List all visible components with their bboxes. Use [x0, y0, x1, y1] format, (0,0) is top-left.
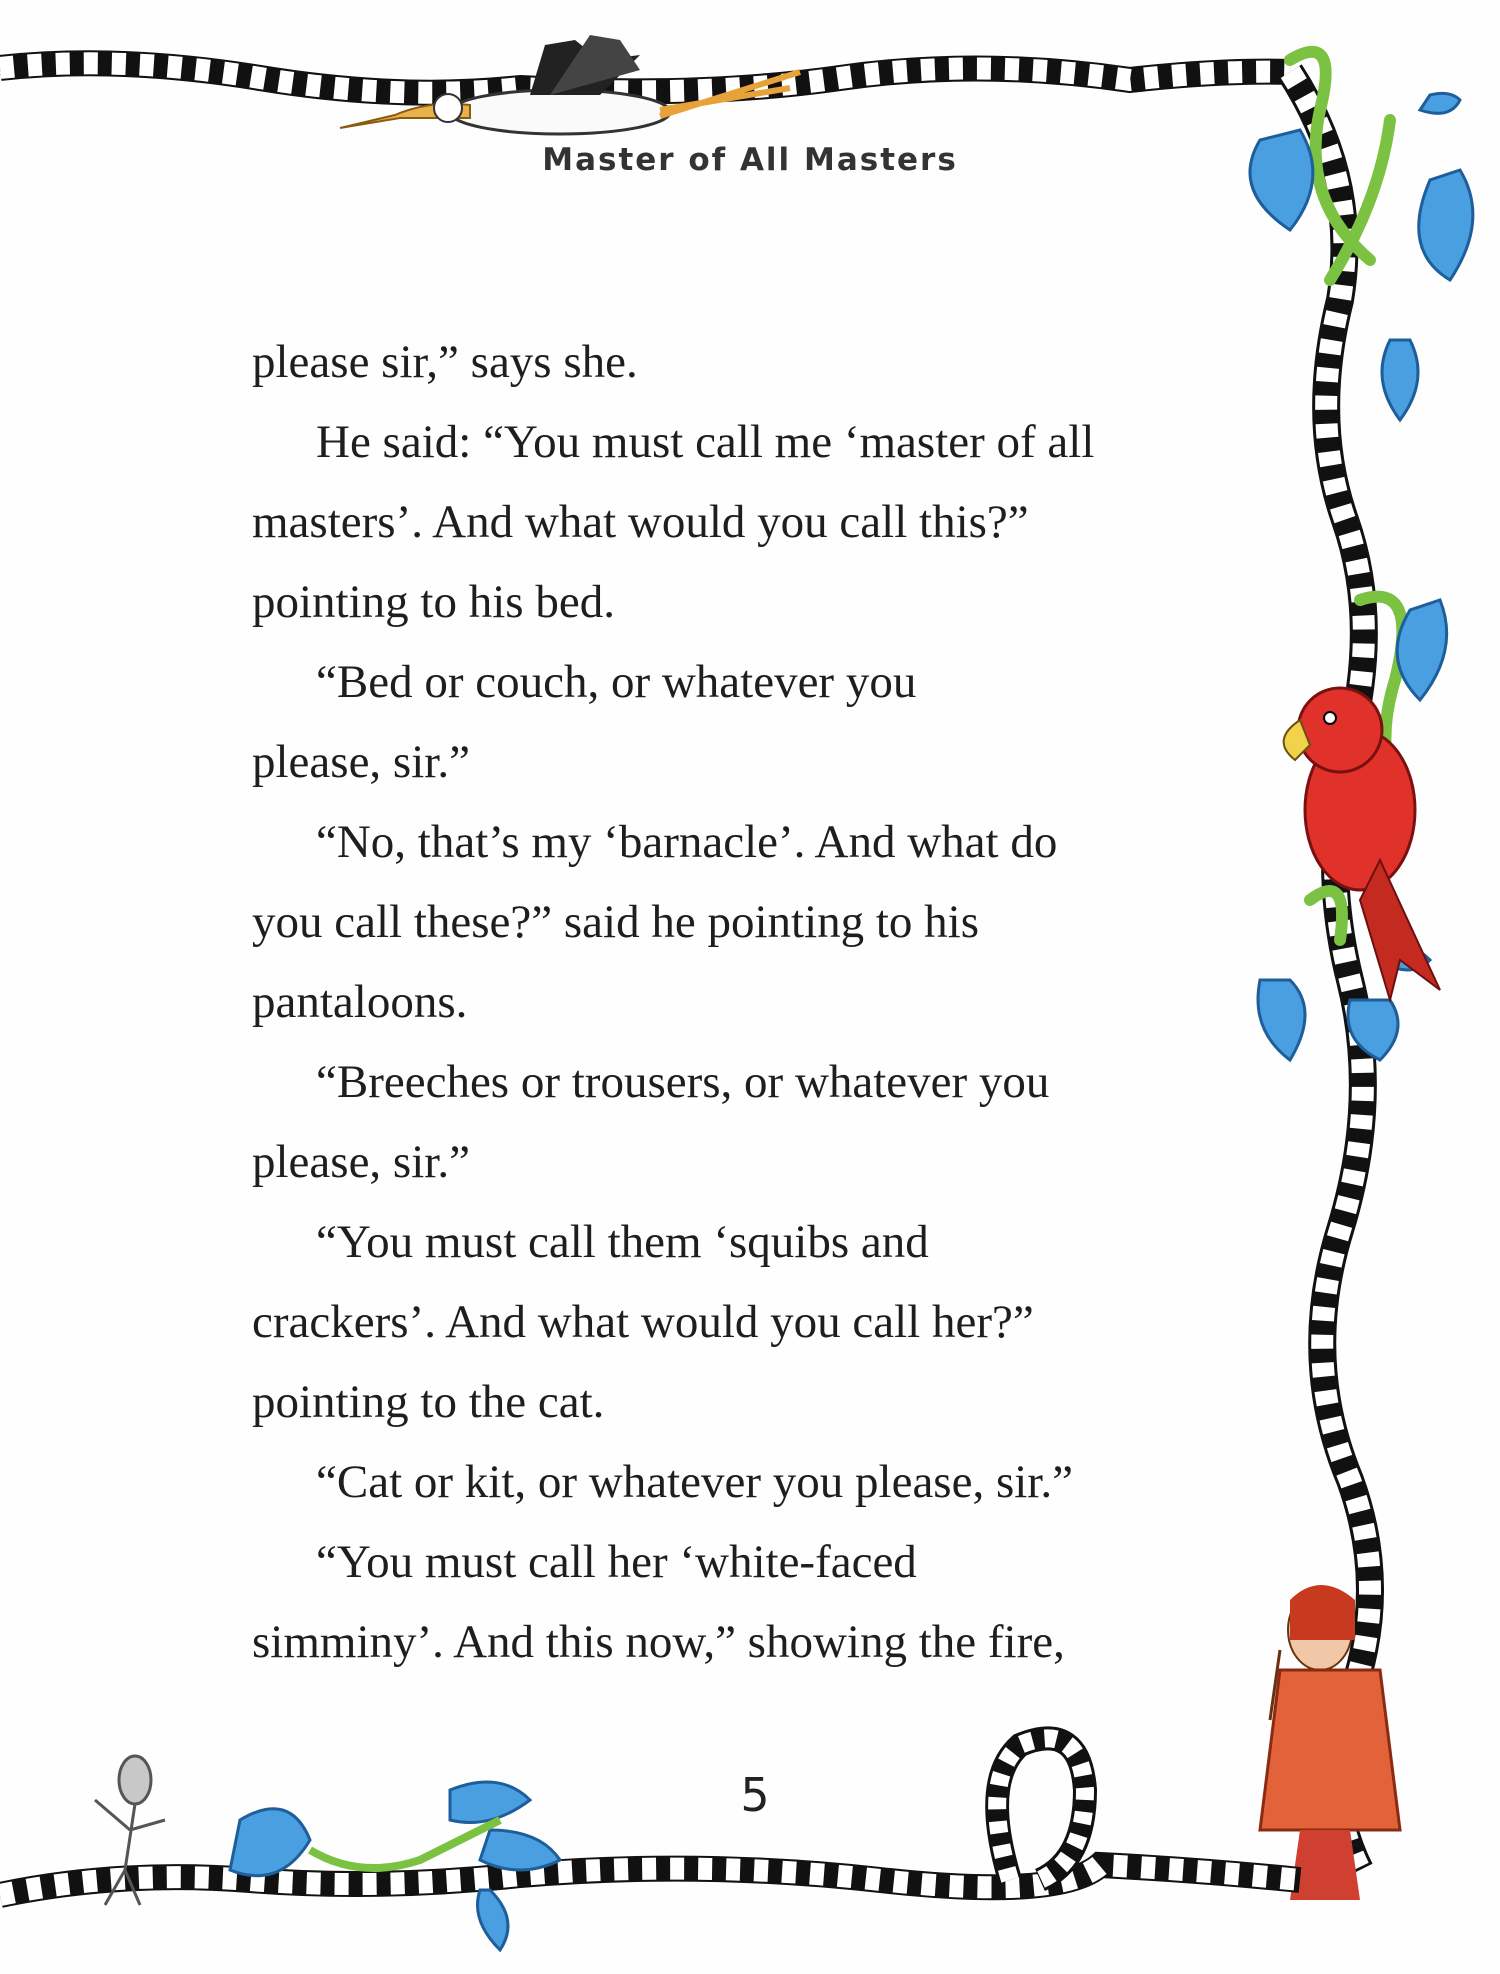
- text-line: “Breeches or trousers, or whatever you: [316, 1056, 1050, 1108]
- bottom-checker-strip: [0, 1865, 1300, 1895]
- bottom-vine-stem: [310, 1820, 500, 1868]
- text-line: He said: “You must call me ‘master of all: [316, 416, 1095, 468]
- text-line: please, sir.”: [252, 1136, 470, 1188]
- text-line: pointing to his bed.: [252, 576, 615, 628]
- text-line: please, sir.”: [252, 736, 470, 788]
- page-number: 5: [740, 1768, 770, 1822]
- text-line: crackers’. And what would you call her?”: [252, 1296, 1034, 1348]
- running-head: Master of All Masters: [542, 142, 958, 178]
- text-line: masters’. And what would you call this?”: [252, 496, 1029, 548]
- story-text: [252, 322, 1252, 1682]
- text-line: “No, that’s my ‘barnacle’. And what do: [316, 816, 1058, 868]
- text-line: “You must call her ‘white-faced: [316, 1536, 917, 1588]
- text-line: pointing to the cat.: [252, 1376, 605, 1428]
- parrot-icon: [1284, 688, 1440, 1000]
- text-line: you call these?” said he pointing to his: [252, 896, 980, 948]
- text-line: please sir,” says she.: [252, 336, 638, 388]
- checker-loop: [997, 1738, 1085, 1880]
- text-line: “Bed or couch, or whatever you: [316, 656, 917, 708]
- text-line: simminy’. And this now,” showing the fire,: [252, 1616, 1065, 1668]
- top-checker-strip: [0, 63, 1290, 92]
- text-line: “You must call them ‘squibs and: [316, 1216, 929, 1268]
- text-line: “Cat or kit, or whatever you please, sir.”: [316, 1456, 1073, 1508]
- text-line: pantaloons.: [252, 976, 468, 1028]
